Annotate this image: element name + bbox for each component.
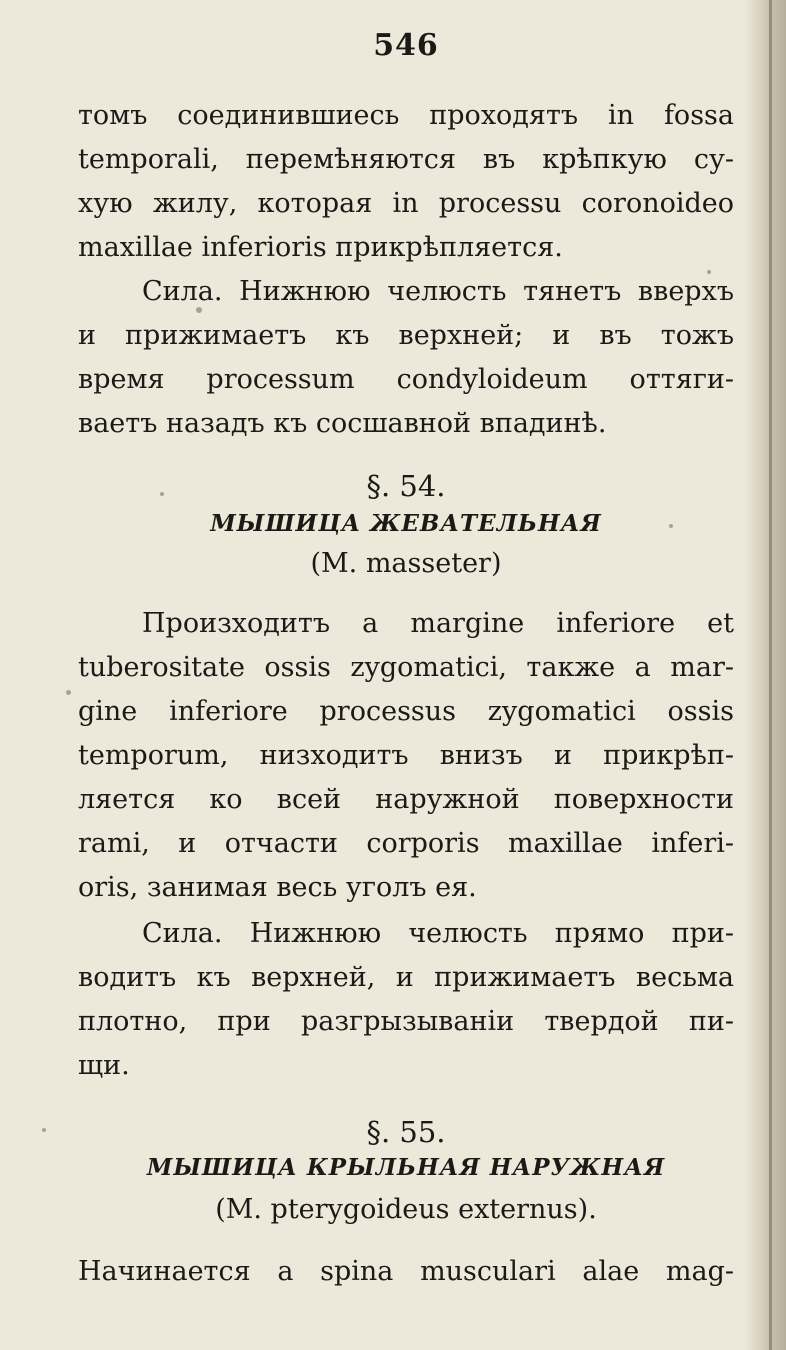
text-line: хую жилу, которая in processu coronoideo bbox=[78, 188, 734, 219]
force-paragraph-line: плотно, при разгрызываніи твердой пи- bbox=[78, 1006, 734, 1037]
force-paragraph-line: и прижимаетъ къ верхней; и въ тожъ bbox=[78, 320, 734, 351]
text-line: томъ соединившиесь проходятъ in fossa bbox=[78, 100, 734, 131]
force-paragraph-line: ваетъ назадъ къ сосшавной впадинѣ. bbox=[78, 408, 607, 439]
force-paragraph-line: щи. bbox=[78, 1050, 130, 1081]
text-line: temporum, низходитъ внизъ и прикрѣп- bbox=[78, 740, 734, 771]
ink-speck bbox=[42, 1128, 46, 1132]
text-line: maxillae inferioris прикрѣпляется. bbox=[78, 232, 563, 263]
text-line: ляется ко всей наружной поверхности bbox=[78, 784, 734, 815]
text-line: oris, занимая весь уголъ ея. bbox=[78, 872, 477, 903]
section-54-latin-name: (M. masseter) bbox=[310, 548, 502, 579]
page-number: 546 bbox=[373, 28, 439, 63]
section-54-number: §. 54. bbox=[366, 469, 446, 503]
text-line: rami, и отчасти corporis maxillae inferi- bbox=[78, 828, 734, 859]
ink-speck bbox=[66, 690, 71, 695]
text-line: gine inferiore processus zygomatici ossis bbox=[78, 696, 734, 727]
text-line: temporali, перемѣняются въ крѣпкую су- bbox=[78, 144, 734, 175]
force-paragraph-line: водитъ къ верхней, и прижимаетъ весьма bbox=[78, 962, 734, 993]
page-edge-shadow bbox=[744, 0, 786, 1350]
text-line: Произходитъ a margine inferiore et bbox=[142, 608, 734, 639]
section-55-latin-name: (M. pterygoideus externus). bbox=[215, 1194, 597, 1225]
section-54-title: МЫШИЦА ЖЕВАТЕЛЬНАЯ bbox=[210, 510, 602, 537]
section-55-number: §. 55. bbox=[366, 1115, 446, 1149]
page-gutter-line bbox=[769, 0, 772, 1350]
text-line: Начинается a spina musculari alae mag- bbox=[78, 1256, 734, 1287]
section-55-title: МЫШИЦА КРЫЛЬНАЯ НАРУЖНАЯ bbox=[146, 1154, 666, 1181]
force-paragraph-line: Сила. Нижнюю челюсть прямо при- bbox=[142, 918, 734, 949]
force-paragraph-line: Сила. Нижнюю челюсть тянетъ вверхъ bbox=[142, 276, 734, 307]
text-line: tuberositate ossis zygomatici, также a mar- bbox=[78, 652, 734, 683]
force-paragraph-line: время processum condyloideum оттяги- bbox=[78, 364, 734, 395]
